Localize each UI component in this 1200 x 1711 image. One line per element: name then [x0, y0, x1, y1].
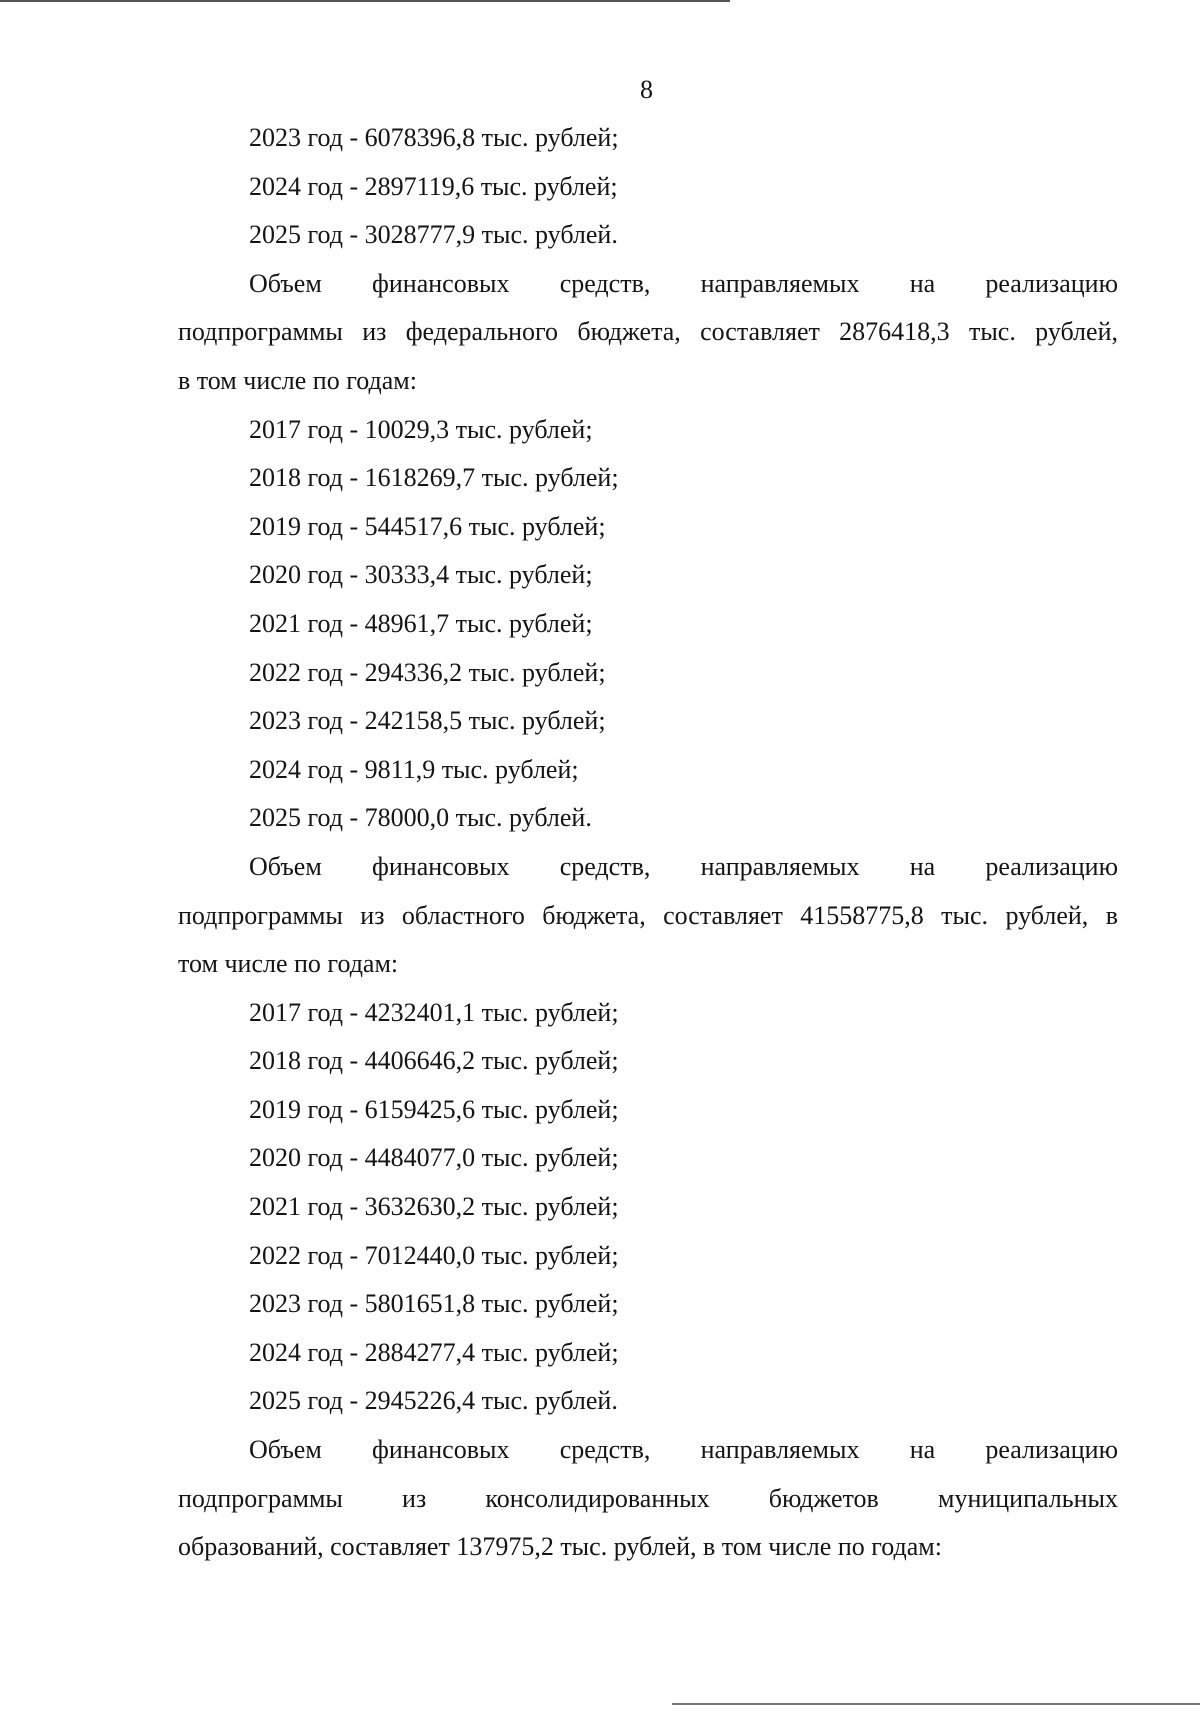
regional-budget-paragraph	[178, 843, 1118, 989]
paragraph-line: Объем финансовых средств, направляемых на реализацию	[249, 1435, 1118, 1465]
paragraph-line: подпрограммы из областного бюджета, составляет 41558775,8 тыс. рублей, в	[178, 900, 1118, 930]
year-line: 2020 год - 30333,4 тыс. рублей;	[249, 560, 593, 590]
year-line: 2019 год - 544517,6 тыс. рублей;	[249, 511, 606, 541]
year-line: 2022 год - 294336,2 тыс. рублей;	[249, 657, 606, 687]
year-line: 2023 год - 6078396,8 тыс. рублей;	[249, 123, 619, 152]
paragraph-line: том числе по годам:	[178, 949, 399, 979]
paragraph-line: Объем финансовых средств, направляемых на реализацию	[249, 851, 1118, 881]
paragraph-line: образований, составляет 137975,2 тыс. рублей, в том числе по годам:	[178, 1532, 942, 1562]
paragraph-line: Объем финансовых средств, направляемых на реализацию	[249, 268, 1118, 298]
document-body	[178, 114, 1118, 1572]
scan-edge-top	[0, 0, 730, 2]
year-line: 2021 год - 3632630,2 тыс. рублей;	[249, 1192, 619, 1222]
year-line: 2017 год - 10029,3 тыс. рублей;	[249, 414, 593, 444]
page-number: 8	[640, 75, 653, 104]
municipal-budget-paragraph	[178, 1426, 1118, 1572]
year-line: 2018 год - 4406646,2 тыс. рублей;	[249, 1046, 619, 1076]
year-list-total	[178, 114, 1118, 260]
year-line: 2024 год - 9811,9 тыс. рублей;	[249, 754, 579, 784]
year-line: 2019 год - 6159425,6 тыс. рублей;	[249, 1094, 619, 1124]
year-list-federal	[178, 406, 1118, 843]
year-line: 2020 год - 4484077,0 тыс. рублей;	[249, 1143, 619, 1173]
paragraph-line: подпрограммы из федерального бюджета, составляет 2876418,3 тыс. рублей,	[178, 317, 1118, 347]
year-list-regional	[178, 989, 1118, 1426]
year-line: 2024 год - 2897119,6 тыс. рублей;	[249, 171, 618, 201]
paragraph-line: подпрограммы из консолидированных бюджетов муниципальных	[178, 1483, 1118, 1513]
year-line: 2023 год - 242158,5 тыс. рублей;	[249, 706, 606, 736]
year-line: 2025 год - 3028777,9 тыс. рублей.	[249, 220, 618, 250]
paragraph-line: в том числе по годам:	[178, 365, 417, 395]
year-line: 2017 год - 4232401,1 тыс. рублей;	[249, 997, 619, 1027]
year-line: 2025 год - 78000,0 тыс. рублей.	[249, 803, 592, 833]
year-line: 2022 год - 7012440,0 тыс. рублей;	[249, 1240, 619, 1270]
year-line: 2021 год - 48961,7 тыс. рублей;	[249, 608, 593, 638]
year-line: 2024 год - 2884277,4 тыс. рублей;	[249, 1337, 619, 1367]
year-line: 2018 год - 1618269,7 тыс. рублей;	[249, 463, 619, 493]
year-line: 2023 год - 5801651,8 тыс. рублей;	[249, 1289, 619, 1319]
year-line: 2025 год - 2945226,4 тыс. рублей.	[249, 1386, 618, 1416]
federal-budget-paragraph	[178, 260, 1118, 406]
scan-edge-bottom	[672, 1703, 1200, 1705]
